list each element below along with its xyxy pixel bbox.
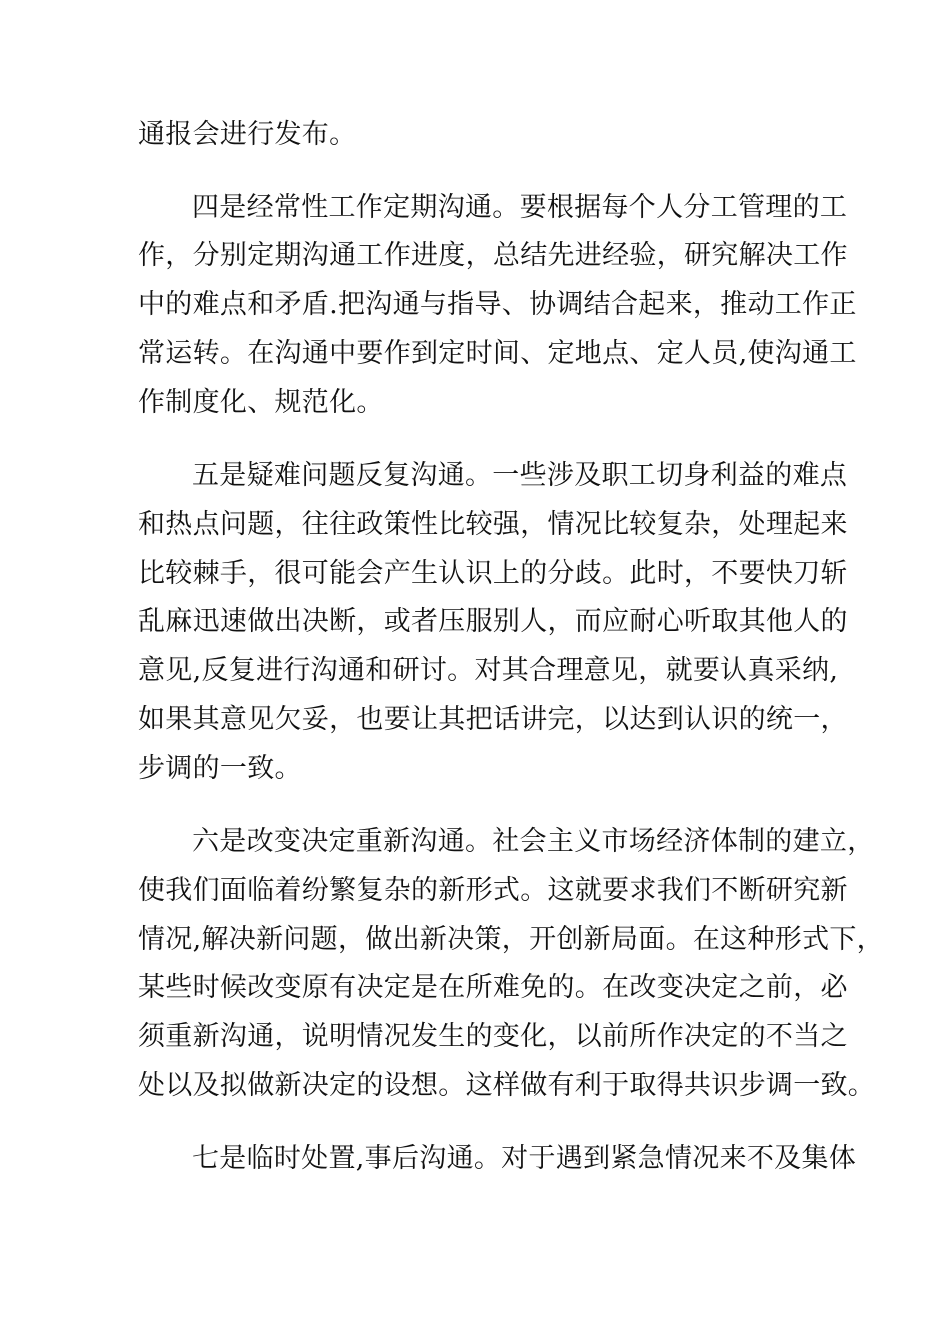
paragraph-0-line-0: 通报会进行发布。 (138, 119, 357, 150)
paragraph-5-line-3: 乱麻迅速做出决断，或者压服别人，而应耐心听取其他人的 (138, 606, 848, 637)
paragraph-4-line-1: 作，分别定期沟通工作进度，总结先进经验，研究解决工作 (138, 240, 848, 271)
paragraph-5-line-2: 比较棘手，很可能会产生认识上的分歧。此时，不要快刀斩 (138, 558, 848, 589)
paragraph-6-line-1: 使我们面临着纷繁复杂的新形式。这就要求我们不断研究新 (138, 875, 848, 906)
paragraph-4-line-0: 四是经常性工作定期沟通。要根据每个人分工管理的工 (192, 192, 848, 223)
paragraph-5-line-0: 五是疑难问题反复沟通。一些涉及职工切身利益的难点 (192, 460, 848, 491)
paragraph-6-line-3: 某些时候改变原有决定是在所难免的。在改变决定之前，必 (138, 972, 848, 1003)
paragraph-5-line-6: 步调的一致。 (138, 753, 302, 784)
paragraph-5-line-1: 和热点问题，往往政策性比较强，情况比较复杂，处理起来 (138, 509, 848, 540)
paragraph-7-line-0: 七是临时处置,事后沟通。对于遇到紧急情况来不及集体 (192, 1143, 857, 1174)
paragraph-4-line-3: 常运转。在沟通中要作到定时间、定地点、定人员,使沟通工 (138, 338, 857, 369)
paragraph-6-line-2: 情况,解决新问题，做出新决策，开创新局面。在这种形式下， (138, 924, 884, 955)
paragraph-6-line-5: 处以及拟做新决定的设想。这样做有利于取得共识步调一致。 (138, 1070, 876, 1101)
paragraph-5-line-5: 如果其意见欠妥，也要让其把话讲完，以达到认识的统一， (138, 704, 848, 735)
paragraph-4-line-2: 中的难点和矛盾.把沟通与指导、协调结合起来，推动工作正 (138, 289, 857, 320)
paragraph-6-line-4: 须重新沟通，说明情况发生的变化，以前所作决定的不当之 (138, 1021, 848, 1052)
paragraph-6-line-0: 六是改变决定重新沟通。社会主义市场经济体制的建立， (192, 826, 875, 857)
paragraph-5-line-4: 意见,反复进行沟通和研讨。对其合理意见，就要认真采纳, (138, 655, 839, 686)
paragraph-4-line-4: 作制度化、规范化。 (138, 387, 384, 418)
